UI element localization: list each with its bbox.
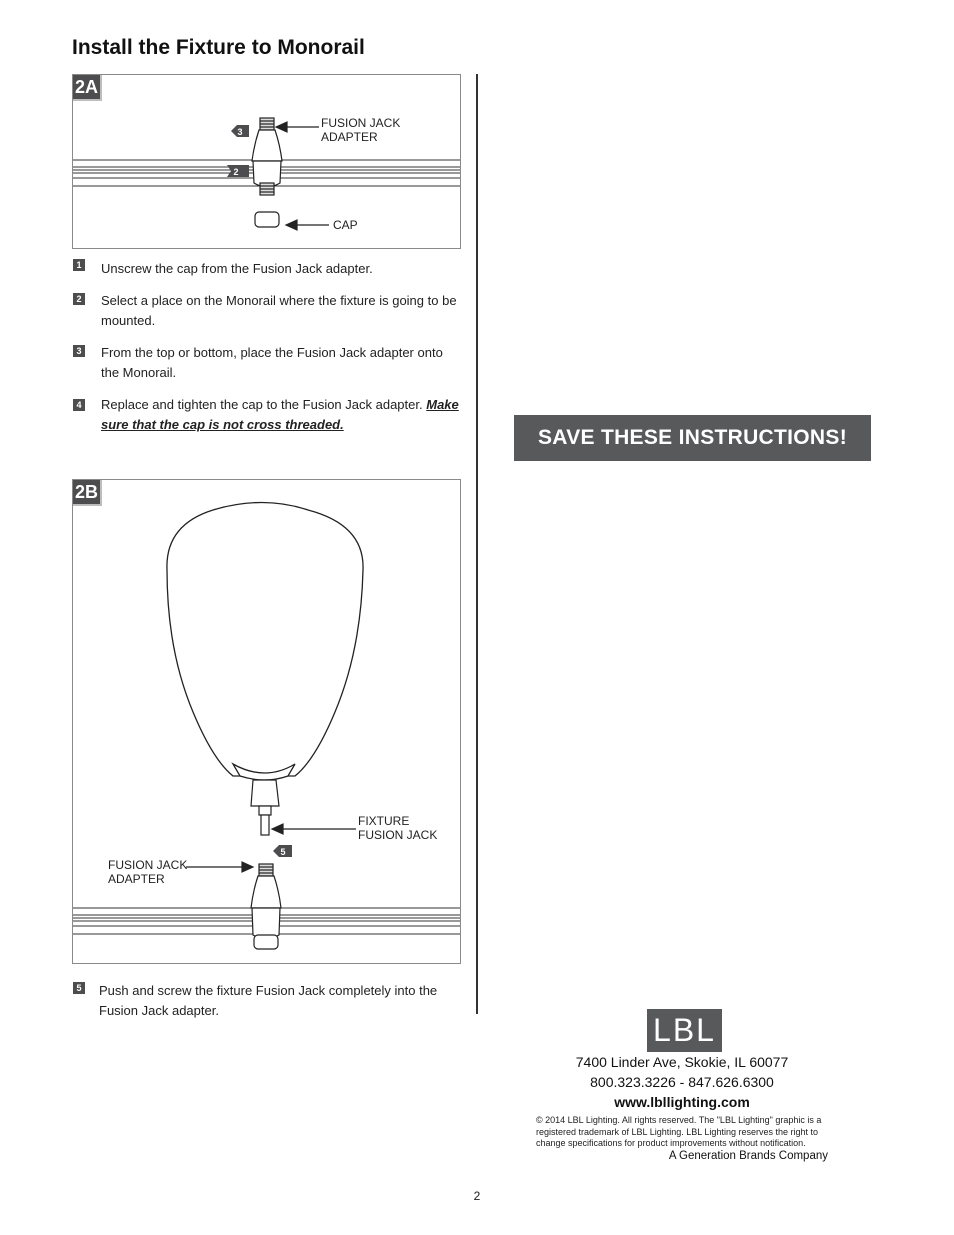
figure-2b-illustration <box>73 480 460 963</box>
step-number: 5 <box>73 982 85 994</box>
page-number: 2 <box>473 1189 481 1203</box>
company-website[interactable]: www.lbllighting.com <box>614 1094 750 1110</box>
marker-3-icon <box>231 125 249 137</box>
callout-line: FUSION JACK <box>321 116 401 130</box>
step-text: Replace and tighten the cap to the Fusion Jack adapter. <box>101 397 423 412</box>
callout-line: ADAPTER <box>108 872 165 886</box>
step-number: 2 <box>73 293 85 305</box>
callout-cap: CAP <box>333 218 358 232</box>
step-number: 3 <box>73 345 85 357</box>
figure-2a-illustration <box>73 75 460 248</box>
step-text-with-warning <box>101 395 461 435</box>
company-phones: 800.323.3226 - 847.626.6300 <box>590 1074 774 1090</box>
marker-2-label: 2 <box>233 167 239 177</box>
figure-2b-panel <box>72 479 461 964</box>
company-address: 7400 Linder Ave, Skokie, IL 60077 <box>575 1054 789 1070</box>
step-number: 1 <box>73 259 85 271</box>
marker-5-icon <box>273 845 292 857</box>
callout-line: FIXTURE <box>358 814 410 828</box>
fusion-jack-adapter-drawing <box>252 118 282 227</box>
parent-company: A Generation Brands Company <box>668 1150 828 1162</box>
figure-2a-tag: 2A <box>73 75 102 101</box>
column-divider <box>476 74 478 1014</box>
callout-fixture-fusion-jack <box>358 814 437 842</box>
callout-fusion-jack-adapter <box>321 116 400 144</box>
arrow-cap-icon <box>286 220 329 230</box>
fixture-fusion-jack-drawing <box>251 780 279 835</box>
figure-2b-tag: 2B <box>73 480 102 506</box>
callout-line: FUSION JACK <box>108 858 188 872</box>
legal-notice: © 2014 LBL Lighting. All rights reserved. The "LBL Lighting" graphic is a registered trademark of LBL Lighting. LBL Lighting reserves the right to change specifications for product improvements without notification. <box>536 1115 822 1148</box>
step-text: Select a place on the Monorail where the fixture is going to be mounted. <box>101 293 457 328</box>
callout-line: FUSION JACK <box>358 828 438 842</box>
fixture-shade-drawing <box>167 503 363 781</box>
callout-line: ADAPTER <box>321 130 378 144</box>
save-instructions-banner: SAVE THESE INSTRUCTIONS! <box>514 415 871 461</box>
arrow-adapter-icon <box>276 122 319 132</box>
marker-3-label: 3 <box>237 127 243 137</box>
fusion-jack-adapter-drawing <box>251 864 281 949</box>
page-title: Install the Fixture to Monorail <box>72 36 365 59</box>
step-text: From the top or bottom, place the Fusion Jack adapter onto the Monorail. <box>101 345 443 380</box>
arrow-adapter-icon <box>186 862 253 872</box>
callout-fusion-jack-adapter <box>108 858 187 886</box>
warning-text: Make sure that the cap is not cross threaded. <box>101 397 459 432</box>
cap-drawing <box>255 212 279 227</box>
step-text: Push and screw the fixture Fusion Jack completely into the Fusion Jack adapter. <box>99 983 438 1018</box>
arrow-fixture-jack-icon <box>272 824 356 834</box>
lbl-logo: LBL <box>647 1009 722 1052</box>
figure-2a-panel <box>72 74 461 249</box>
marker-5-label: 5 <box>280 847 286 857</box>
step-text: Unscrew the cap from the Fusion Jack adapter. <box>101 261 373 276</box>
marker-2-icon <box>227 165 249 177</box>
step-number: 4 <box>73 399 85 411</box>
